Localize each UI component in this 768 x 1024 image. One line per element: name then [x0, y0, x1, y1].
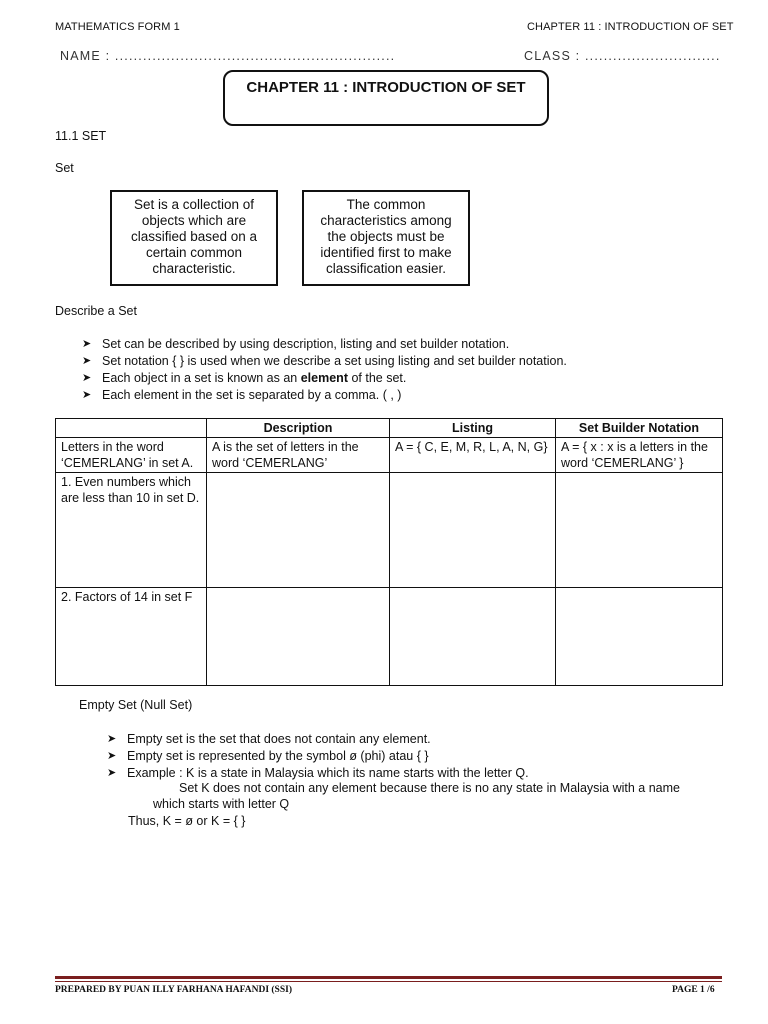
footer-author: PREPARED BY PUAN ILLY FARHANA HAFANDI (SSI): [55, 985, 292, 995]
element-term: element: [300, 371, 348, 385]
list-item: ➤ Empty set is represented by the symbol ø (phi) atau { }: [107, 749, 429, 763]
example-explanation-line: which starts with letter Q: [153, 797, 290, 811]
table-cell: 1. Even numbers which are less than 10 in set D.: [56, 473, 207, 588]
page-number: PAGE 1 /6: [672, 985, 715, 995]
table-header-cell: [56, 419, 207, 438]
list-item: ➤ Set notation { } is used when we describe a set using listing and set builder notation.: [82, 354, 567, 368]
table-header-cell: Set Builder Notation: [556, 419, 723, 438]
arrow-bullet-icon: ➤: [107, 767, 117, 779]
table-row: [56, 588, 723, 686]
page-title: CHAPTER 11 : INTRODUCTION OF SET: [246, 79, 526, 96]
footer-divider: [55, 976, 722, 979]
table-cell: A = { x : x is a letters in the word ‘CEMERLANG’ }: [556, 438, 723, 473]
table-cell: [207, 473, 390, 588]
table-header-cell: Description: [207, 419, 390, 438]
footer-divider-thin: [55, 981, 722, 982]
table-cell: [390, 473, 556, 588]
arrow-bullet-icon: ➤: [82, 338, 92, 350]
table-cell: A = { C, E, M, R, L, A, N, G}: [390, 438, 556, 473]
list-item: ➤ Example : K is a state in Malaysia which its name starts with the letter Q.: [107, 766, 529, 780]
header-chapter: CHAPTER 11 : INTRODUCTION OF SET: [527, 21, 734, 33]
name-field: NAME : ............................................................: [60, 49, 396, 63]
list-item: ➤ Set can be described by using description, listing and set builder notation.: [82, 337, 510, 351]
table-row: [56, 473, 723, 588]
definition-box-set: Set is a collection of objects which are classified based on a certain common characteristic.: [110, 190, 278, 286]
empty-set-list: [107, 731, 722, 782]
table-cell: 2. Factors of 14 in set F: [56, 588, 207, 686]
table-cell: [556, 588, 723, 686]
table-row: [56, 438, 723, 473]
chapter-title-box: [223, 70, 549, 126]
example-conclusion: Thus, K = ø or K = { }: [128, 814, 246, 828]
describe-list: [82, 336, 722, 404]
header-subject: MATHEMATICS FORM 1: [55, 21, 180, 33]
list-item: ➤ Each object in a set is known as an element of the set.: [82, 371, 407, 385]
set-heading: Set: [55, 161, 74, 175]
list-item: ➤ Each element in the set is separated by a comma. ( , ): [82, 388, 402, 402]
table-cell: [390, 588, 556, 686]
arrow-bullet-icon: ➤: [82, 372, 92, 384]
arrow-bullet-icon: ➤: [107, 750, 117, 762]
table-header-row: [56, 419, 723, 438]
table-cell: Letters in the word ‘CEMERLANG’ in set A.: [56, 438, 207, 473]
arrow-bullet-icon: ➤: [82, 389, 92, 401]
arrow-bullet-icon: ➤: [107, 733, 117, 745]
class-field: CLASS : .............................: [524, 49, 721, 63]
table-cell: [556, 473, 723, 588]
table-cell: [207, 588, 390, 686]
section-heading: 11.1 SET: [55, 129, 107, 143]
describe-heading: Describe a Set: [55, 304, 137, 318]
list-item: ➤ Empty set is the set that does not contain any element.: [107, 732, 431, 746]
arrow-bullet-icon: ➤: [82, 355, 92, 367]
empty-set-heading: Empty Set (Null Set): [79, 698, 193, 712]
definition-box-characteristics: The common characteristics among the objects must be identified first to make classification easier.: [302, 190, 470, 286]
table-header-cell: Listing: [390, 419, 556, 438]
set-notation-table: [55, 418, 723, 686]
example-explanation-line: Set K does not contain any element because there is no any state in Malaysia with a name: [179, 781, 680, 795]
table-cell: A is the set of letters in the word ‘CEMERLANG’: [207, 438, 390, 473]
